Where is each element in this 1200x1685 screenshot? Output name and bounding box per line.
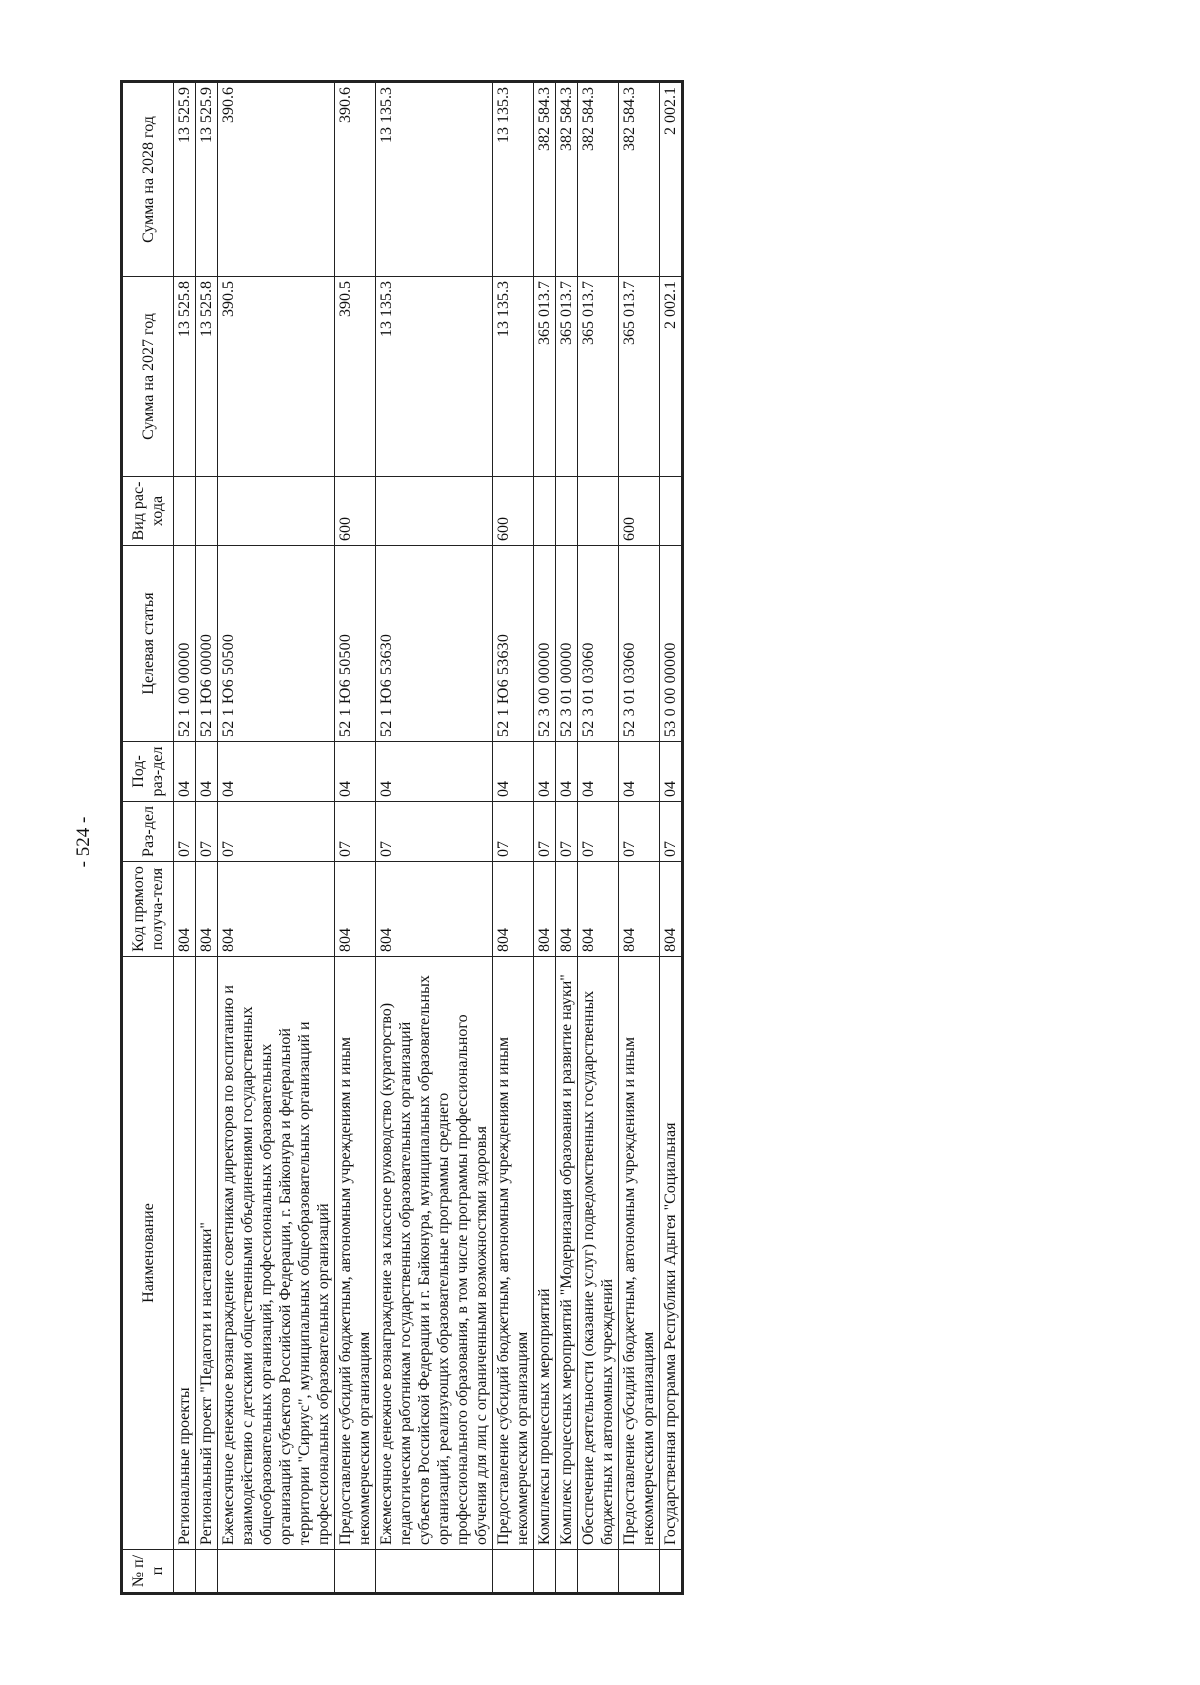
header-num: № п/п xyxy=(122,1550,174,1594)
table-row xyxy=(534,82,556,1594)
budget-table xyxy=(120,80,684,1595)
cell-podrazdel: 04 xyxy=(493,742,534,802)
cell-sum-2027: 365 013.7 xyxy=(619,277,660,477)
cell-name: Обеспечение деятельности (оказание услуг) подведомственных государственных бюджетных и автономных учреждений xyxy=(578,957,619,1550)
table-row xyxy=(196,82,218,1594)
cell-celevaya: 52 3 01 03060 xyxy=(619,546,660,742)
table-row xyxy=(218,82,335,1594)
cell-sum-2028: 390.6 xyxy=(218,82,335,277)
cell-sum-2028: 13 135.3 xyxy=(493,82,534,277)
cell-sum-2027: 365 013.7 xyxy=(556,277,578,477)
table-row xyxy=(578,82,619,1594)
cell-num xyxy=(534,1550,556,1594)
header-razdel: Раз-дел xyxy=(122,802,174,862)
cell-sum-2027: 365 013.7 xyxy=(578,277,619,477)
cell-code: 804 xyxy=(619,862,660,957)
budget-table-rotated xyxy=(120,87,1070,1595)
cell-vid xyxy=(376,477,493,546)
cell-num xyxy=(493,1550,534,1594)
cell-code: 804 xyxy=(660,862,683,957)
table-row xyxy=(174,82,196,1594)
cell-name: Комплексы процессных мероприятий xyxy=(534,957,556,1550)
cell-num xyxy=(578,1550,619,1594)
cell-sum-2027: 365 013.7 xyxy=(534,277,556,477)
table-header-row xyxy=(122,82,174,1594)
cell-name: Региональные проекты xyxy=(174,957,196,1550)
table-body xyxy=(174,82,683,1594)
table-row xyxy=(660,82,683,1594)
cell-sum-2028: 2 002.1 xyxy=(660,82,683,277)
table-row xyxy=(335,82,376,1594)
cell-code: 804 xyxy=(335,862,376,957)
cell-sum-2027: 390.5 xyxy=(218,277,335,477)
cell-podrazdel: 04 xyxy=(196,742,218,802)
cell-razdel: 07 xyxy=(493,802,534,862)
cell-celevaya: 52 1 Ю6 50500 xyxy=(218,546,335,742)
cell-sum-2028: 382 584.3 xyxy=(619,82,660,277)
cell-sum-2027: 13 525.8 xyxy=(196,277,218,477)
cell-sum-2027: 13 525.8 xyxy=(174,277,196,477)
cell-num xyxy=(376,1550,493,1594)
cell-celevaya: 52 1 Ю6 53630 xyxy=(376,546,493,742)
cell-sum-2028: 390.6 xyxy=(335,82,376,277)
cell-celevaya: 52 3 01 03060 xyxy=(578,546,619,742)
cell-sum-2027: 390.5 xyxy=(335,277,376,477)
cell-sum-2028: 382 584.3 xyxy=(534,82,556,277)
cell-name: Ежемесячное денежное вознаграждение за классное руководство (кураторство) педагогическим работникам государственных образовательных организаций субъектов Российской Федерации и г. Байконура, муниципальных образовательных организаций, реализующих образовательные программы среднего профессионального образования, в том числе программы профессионального обучения для лиц с ограниченными возможностями здоровья xyxy=(376,957,493,1550)
cell-num xyxy=(174,1550,196,1594)
cell-razdel: 07 xyxy=(619,802,660,862)
cell-podrazdel: 04 xyxy=(660,742,683,802)
header-name: Наименование xyxy=(122,957,174,1550)
cell-celevaya: 52 1 Ю6 53630 xyxy=(493,546,534,742)
header-podrazdel: Под-раз-дел xyxy=(122,742,174,802)
cell-name: Комплекс процессных мероприятий "Модернизация образования и развитие науки" xyxy=(556,957,578,1550)
cell-name: Ежемесячное денежное вознаграждение советникам директоров по воспитанию и взаимодействию с детскими общественными объединениями государственных общеобразовательных организаций, профессиональных образовательных организаций субъектов Российской Федерации, г. Байконура и федеральной территории "Сириус", муниципальных общеобразовательных организаций и профессиональных образовательных организаций xyxy=(218,957,335,1550)
cell-num xyxy=(335,1550,376,1594)
cell-celevaya: 52 1 Ю6 50500 xyxy=(335,546,376,742)
header-sum-2028: Сумма на 2028 год xyxy=(122,82,174,277)
cell-vid xyxy=(578,477,619,546)
cell-num xyxy=(619,1550,660,1594)
cell-num xyxy=(218,1550,335,1594)
cell-code: 804 xyxy=(556,862,578,957)
cell-sum-2028: 13 135.3 xyxy=(376,82,493,277)
table-row xyxy=(376,82,493,1594)
cell-code: 804 xyxy=(196,862,218,957)
cell-vid xyxy=(556,477,578,546)
cell-podrazdel: 04 xyxy=(174,742,196,802)
header-sum-2027: Сумма на 2027 год xyxy=(122,277,174,477)
cell-podrazdel: 04 xyxy=(376,742,493,802)
cell-vid xyxy=(534,477,556,546)
cell-celevaya: 52 1 00 00000 xyxy=(174,546,196,742)
cell-podrazdel: 04 xyxy=(335,742,376,802)
cell-celevaya: 52 1 Ю6 00000 xyxy=(196,546,218,742)
cell-sum-2027: 13 135.3 xyxy=(376,277,493,477)
cell-code: 804 xyxy=(376,862,493,957)
cell-sum-2028: 382 584.3 xyxy=(556,82,578,277)
cell-name: Предоставление субсидий бюджетным, автономным учреждениям и иным некоммерческим организациям xyxy=(335,957,376,1550)
cell-name: Государственная программа Республики Адыгея "Социальная xyxy=(660,957,683,1550)
cell-sum-2027: 2 002.1 xyxy=(660,277,683,477)
cell-celevaya: 52 3 00 00000 xyxy=(534,546,556,742)
cell-vid xyxy=(218,477,335,546)
cell-razdel: 07 xyxy=(218,802,335,862)
cell-razdel: 07 xyxy=(578,802,619,862)
header-code: Код прямого получа-теля xyxy=(122,862,174,957)
cell-vid: 600 xyxy=(619,477,660,546)
cell-num xyxy=(556,1550,578,1594)
table-row xyxy=(493,82,534,1594)
cell-razdel: 07 xyxy=(196,802,218,862)
cell-num xyxy=(196,1550,218,1594)
cell-vid xyxy=(174,477,196,546)
table-row xyxy=(619,82,660,1594)
cell-razdel: 07 xyxy=(376,802,493,862)
cell-podrazdel: 04 xyxy=(534,742,556,802)
cell-name: Региональный проект "Педагоги и наставники" xyxy=(196,957,218,1550)
cell-razdel: 07 xyxy=(534,802,556,862)
cell-sum-2028: 13 525.9 xyxy=(196,82,218,277)
page-number: - 524 - xyxy=(73,816,94,868)
cell-sum-2027: 13 135.3 xyxy=(493,277,534,477)
cell-code: 804 xyxy=(534,862,556,957)
cell-vid: 600 xyxy=(493,477,534,546)
cell-code: 804 xyxy=(174,862,196,957)
cell-razdel: 07 xyxy=(174,802,196,862)
cell-code: 804 xyxy=(578,862,619,957)
cell-razdel: 07 xyxy=(335,802,376,862)
table-row xyxy=(556,82,578,1594)
cell-podrazdel: 04 xyxy=(218,742,335,802)
cell-podrazdel: 04 xyxy=(578,742,619,802)
cell-vid xyxy=(660,477,683,546)
cell-celevaya: 52 3 01 00000 xyxy=(556,546,578,742)
cell-podrazdel: 04 xyxy=(619,742,660,802)
cell-code: 804 xyxy=(493,862,534,957)
cell-num xyxy=(660,1550,683,1594)
cell-razdel: 07 xyxy=(556,802,578,862)
cell-sum-2028: 13 525.9 xyxy=(174,82,196,277)
cell-vid xyxy=(196,477,218,546)
cell-celevaya: 53 0 00 00000 xyxy=(660,546,683,742)
cell-name: Предоставление субсидий бюджетным, автономным учреждениям и иным некоммерческим организациям xyxy=(493,957,534,1550)
cell-name: Предоставление субсидий бюджетным, автономным учреждениям и иным некоммерческим организациям xyxy=(619,957,660,1550)
cell-sum-2028: 382 584.3 xyxy=(578,82,619,277)
cell-code: 804 xyxy=(218,862,335,957)
cell-razdel: 07 xyxy=(660,802,683,862)
header-vid: Вид рас-хода xyxy=(122,477,174,546)
cell-vid: 600 xyxy=(335,477,376,546)
header-celevaya: Целевая статья xyxy=(122,546,174,742)
cell-podrazdel: 04 xyxy=(556,742,578,802)
